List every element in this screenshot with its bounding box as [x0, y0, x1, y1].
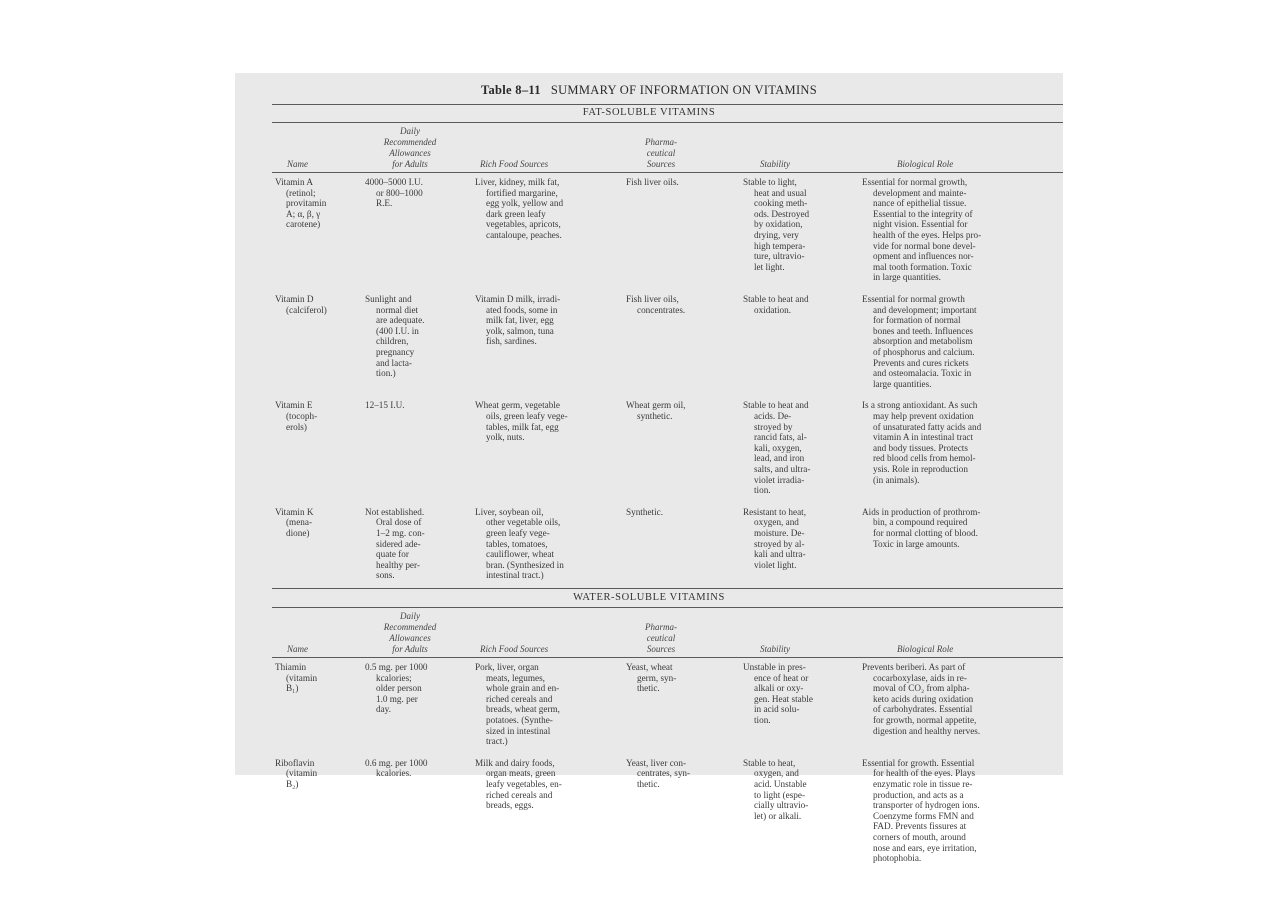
cell-line: moisture. De- [754, 527, 805, 538]
cell-line: kcalories; [376, 672, 412, 683]
cell-line: vide for normal bone devel- [873, 240, 976, 251]
cell-line: kali and ultra- [754, 549, 806, 560]
table-cell-role [862, 400, 981, 485]
cell-line: 1.0 mg. per [376, 693, 418, 704]
cell-line: Sunlight and [365, 294, 412, 304]
cell-line: for normal clotting of blood. [873, 527, 978, 538]
cell-line: egg yolk, yellow and [486, 198, 564, 209]
table-cell-stability [743, 177, 809, 272]
cell-line: Vitamin A [275, 177, 313, 187]
cell-line: kcalories. [376, 768, 412, 779]
cell-line: absorption and metabolism [873, 336, 973, 347]
cell-line: ture, ultravio- [754, 251, 805, 262]
cell-line: oxidation. [754, 304, 792, 315]
cell-line: transporter of hydrogen ions. [873, 800, 980, 811]
table-number: Table 8–11 [480, 83, 541, 97]
cell-line: centrates, syn- [637, 768, 691, 779]
cell-line: rancid fats, al- [754, 432, 807, 443]
column-header-line: for Adults [392, 644, 428, 654]
column-header: Rich Food Sources [480, 159, 549, 169]
cell-line: Vitamin D milk, irradi- [475, 294, 561, 304]
cell-line: day. [376, 704, 391, 715]
cell-line: photophobia. [873, 853, 922, 864]
cell-line: Wheat germ, vegetable [475, 400, 560, 411]
cell-line: riched cereals and [486, 789, 553, 800]
table-cell-role [862, 507, 980, 549]
cell-line: fortified margarine, [486, 187, 558, 198]
table-cell-allowance [365, 294, 424, 379]
cell-line: for growth, normal appetite, [873, 714, 977, 725]
cell-line: ence of heat or [754, 672, 809, 683]
cell-line: normal diet [376, 304, 419, 315]
column-header-line: Sources [646, 159, 676, 169]
cell-line: (mena- [286, 517, 313, 528]
table-rule [272, 607, 1063, 608]
cell-line: stroyed by al- [754, 538, 805, 549]
column-header-line: Recommended [383, 622, 437, 632]
cell-line: cauliflower, wheat [486, 549, 554, 560]
cell-line: let) or alkali. [754, 810, 802, 821]
cell-line: and osteomalacia. Toxic in [873, 368, 972, 379]
cell-line: Oral dose of [376, 517, 422, 528]
cell-line: FAD. Prevents fissures at [873, 821, 967, 832]
table-rule [272, 172, 1063, 173]
cell-line: (tocoph- [286, 410, 318, 421]
table-cell-sources [475, 294, 560, 347]
cell-line: tract.) [486, 736, 508, 747]
table-rule [272, 122, 1063, 123]
cell-line: meats, legumes, [486, 672, 545, 683]
cell-line: moval of CO₂ from alpha- [873, 683, 970, 694]
column-header-line: Allowances [389, 148, 431, 158]
cell-line: may help prevent oxidation [873, 410, 974, 421]
cell-line: (vitamin [286, 768, 318, 779]
cell-line: Yeast, wheat [626, 662, 673, 672]
cell-line: Essential for growth. Essential [862, 757, 975, 768]
cell-line: ods. Destroyed [754, 208, 810, 219]
table-cell-pharma [626, 177, 679, 188]
cell-line: in acid solu- [754, 704, 800, 715]
table-title-text: SUMMARY OF INFORMATION ON VITAMINS [550, 83, 818, 97]
cell-line: development and mainte- [873, 187, 967, 198]
cell-line: Vitamin D [275, 294, 314, 304]
cell-line: tables, milk fat, egg [486, 421, 559, 432]
cell-line: Prevents beriberi. As part of [862, 662, 966, 672]
cell-line: Is a strong antioxidant. As such [862, 400, 978, 411]
cell-line: Fish liver oils, [626, 294, 679, 304]
table-cell-name [275, 400, 317, 432]
column-header-line: for Adults [392, 159, 428, 169]
cell-line: Essential for normal growth [862, 294, 965, 304]
cell-line: (400 I.U. in [376, 325, 419, 336]
column-header: Name [287, 644, 308, 654]
section-heading: WATER-SOLUBLE VITAMINS [573, 592, 725, 603]
table-cell-pharma [626, 400, 685, 421]
column-header: Biological Role [897, 159, 954, 169]
table-cell-sources [475, 662, 560, 747]
table-cell-stability [743, 758, 808, 822]
table-cell-role [862, 758, 980, 864]
cell-line: yolk, nuts. [486, 432, 525, 443]
cell-line: kali, oxygen, [754, 442, 802, 453]
cell-line: breads, eggs. [486, 800, 534, 811]
cell-line: production, and acts as a [873, 789, 964, 800]
cell-line: acid. Unstable [754, 778, 807, 789]
cell-line: 1–2 mg. con- [376, 527, 425, 538]
cell-line: leafy vegetables, en- [486, 778, 562, 789]
cell-line: provitamin [286, 198, 327, 209]
table-cell-allowance [365, 177, 423, 209]
cell-line: cantaloupe, peaches. [486, 229, 562, 240]
table-cell-pharma [626, 662, 676, 694]
cell-line: and body tissues. Protects [873, 442, 968, 453]
cell-line: oils, green leafy vege- [486, 410, 568, 421]
cell-line: digestion and healthy nerves. [873, 725, 981, 736]
cell-line: tion. [754, 714, 771, 725]
cell-line: breads, wheat germ, [486, 704, 560, 715]
cell-line: riched cereals and [486, 693, 553, 704]
cell-line: let light. [754, 261, 785, 272]
cell-line: large quantities. [873, 378, 932, 389]
cell-line: bones and teeth. Influences [873, 325, 974, 336]
table-cell-pharma [626, 507, 663, 518]
cell-line: Essential to the integrity of [873, 208, 973, 219]
cell-line: 0.5 mg. per 1000 [365, 662, 428, 672]
column-header-line: Pharma- [645, 137, 677, 147]
cell-line: of carbohydrates. Essential [873, 704, 973, 715]
cell-line: heat and usual [754, 187, 807, 198]
cell-line: sized in intestinal [486, 725, 551, 736]
cell-line: Stable to heat, [743, 757, 796, 768]
cell-line: Wheat germ oil, [626, 400, 686, 411]
table-cell-allowance [365, 662, 428, 715]
column-header-line: Daily [400, 126, 420, 136]
cell-line: other vegetable oils, [486, 517, 561, 528]
cell-line: (retinol; [286, 187, 316, 198]
cell-line: Prevents and cures rickets [873, 357, 969, 368]
cell-line: of phosphorus and calcium. [873, 346, 975, 357]
cell-line: stroyed by [754, 421, 793, 432]
cell-line: (vitamin [286, 672, 318, 683]
table-cell-stability [743, 294, 809, 315]
cell-line: oxygen, and [754, 768, 799, 779]
cell-line: Stable to light, [743, 177, 797, 187]
cell-line: erols) [286, 421, 307, 432]
cell-line: cocarboxylase, aids in re- [873, 672, 967, 683]
table-cell-sources [475, 177, 563, 241]
cell-line: gen. Heat stable [754, 693, 813, 704]
cell-line: Stable to heat and [743, 294, 809, 304]
cell-line: 0.6 mg. per 1000 [365, 757, 428, 768]
cell-line: R.E. [376, 198, 393, 209]
cell-line: tion. [754, 485, 771, 496]
cell-line: Coenzyme forms FMN and [873, 810, 974, 821]
table-cell-role [862, 294, 977, 389]
table-cell-name [275, 294, 327, 315]
cell-line: Toxic in large amounts. [873, 538, 960, 549]
cell-line: Yeast, liver con- [626, 757, 687, 768]
cell-line: or 800–1000 [376, 187, 423, 198]
table-rule [272, 657, 1063, 658]
table-cell-name [275, 507, 314, 539]
cell-line: for health of the eyes. Plays [873, 768, 976, 779]
cell-line: tables, tomatoes, [486, 538, 548, 549]
column-header-line: Pharma- [645, 622, 677, 632]
cell-line: Liver, kidney, milk fat, [475, 177, 560, 187]
column-header: Stability [760, 159, 790, 169]
cell-line: to light (espe- [754, 789, 806, 800]
table-cell-allowance [365, 400, 405, 411]
section-heading: FAT-SOLUBLE VITAMINS [582, 107, 716, 118]
cell-line: opment and influences nor- [873, 251, 974, 262]
table-cell-sources [475, 507, 564, 581]
cell-line: keto acids during oxidation [873, 693, 974, 704]
cell-line: cially ultravio- [754, 800, 809, 811]
cell-line: bin, a compound required [873, 517, 968, 528]
cell-line: potatoes. (Synthe- [486, 714, 553, 725]
cell-line: Liver, soybean oil, [475, 506, 544, 517]
cell-line: carotene) [286, 219, 321, 230]
table-cell-name [275, 177, 326, 230]
column-header-line: Recommended [383, 137, 437, 147]
table-cell-stability [743, 507, 806, 571]
cell-line: ysis. Role in reproduction [873, 463, 968, 474]
cell-line: Pork, liver, organ [475, 662, 539, 672]
cell-line: yolk, salmon, tuna [486, 325, 554, 336]
column-header-line: Daily [400, 611, 420, 621]
column-header: Name [287, 159, 308, 169]
table-cell-role [862, 662, 980, 736]
cell-line: thetic. [637, 683, 660, 694]
cell-line: enzymatic role in tissue re- [873, 778, 973, 789]
table-cell-pharma [626, 758, 690, 790]
cell-line: A; α, β, γ [286, 208, 321, 219]
cell-line: Fish liver oils. [626, 177, 679, 187]
cell-line: Not established. [365, 506, 425, 517]
column-header-line: ceutical [646, 148, 676, 158]
cell-line: Aids in production of prothrom- [862, 506, 981, 517]
cell-line: oxygen, and [754, 517, 799, 528]
cell-line: mal tooth formation. Toxic [873, 261, 972, 272]
cell-line: health of the eyes. Helps pro- [873, 229, 982, 240]
cell-line: healthy per- [376, 559, 420, 570]
cell-line: violet irradia- [754, 474, 805, 485]
cell-line: synthetic. [637, 410, 673, 421]
column-header: Stability [760, 644, 790, 654]
table-cell-stability [743, 662, 813, 726]
cell-line: B₁) [286, 683, 299, 694]
cell-line: Resistant to heat, [743, 506, 807, 517]
cell-line: of unsaturated fatty acids and [873, 421, 982, 432]
cell-line: Thiamin [275, 662, 307, 672]
cell-line: sons. [376, 570, 395, 581]
table-cell-pharma [626, 294, 685, 315]
cell-line: nose and ears, eye irritation, [873, 842, 977, 853]
cell-line: by oxidation, [754, 219, 803, 230]
table-rule [272, 588, 1063, 589]
cell-line: lead, and iron [754, 453, 805, 464]
cell-line: dione) [286, 527, 310, 538]
column-header: Biological Role [897, 644, 954, 654]
cell-line: are adequate. [376, 315, 425, 326]
cell-line: milk fat, liver, egg [486, 315, 554, 326]
table-title [235, 83, 1063, 98]
cell-line: germ, syn- [637, 672, 677, 683]
cell-line: organ meats, green [486, 768, 556, 779]
cell-line: (calciferol) [286, 304, 327, 315]
cell-line: children, [376, 336, 409, 347]
cell-line: acids. De- [754, 410, 792, 421]
table-cell-name [275, 758, 317, 790]
cell-line: drying, very [754, 229, 799, 240]
cell-line: alkali or oxy- [754, 683, 804, 694]
scanned-page [235, 73, 1063, 864]
table-cell-sources [475, 400, 568, 442]
cell-line: Milk and dairy foods, [475, 757, 555, 768]
cell-line: high tempera- [754, 240, 806, 251]
cell-line: salts, and ultra- [754, 463, 811, 474]
cell-line: vitamin A in intestinal tract [873, 432, 974, 443]
cell-line: nance of epithelial tissue. [873, 198, 967, 209]
cell-line: sidered ade- [376, 538, 421, 549]
table-cell-allowance [365, 758, 428, 779]
cell-line: vegetables, apricots, [486, 219, 561, 230]
cell-line: B₂) [286, 778, 299, 789]
table-cell-allowance [365, 507, 425, 581]
cell-line: ated foods, some in [486, 304, 558, 315]
cell-line: Vitamin E [275, 400, 313, 411]
cell-line: Vitamin K [275, 506, 314, 517]
cell-line: quate for [376, 549, 409, 560]
cell-line: bran. (Synthesized in [486, 559, 564, 570]
cell-line: thetic. [637, 778, 660, 789]
cell-line: green leafy vege- [486, 527, 550, 538]
cell-line: for formation of normal [873, 315, 961, 326]
cell-line: red blood cells from hemol- [873, 453, 976, 464]
table-cell-stability [743, 400, 810, 495]
cell-line: pregnancy [376, 346, 415, 357]
cell-line: tion.) [376, 368, 396, 379]
cell-line: Synthetic. [626, 506, 664, 517]
cell-line: 4000–5000 I.U. [365, 177, 423, 187]
cell-line: cooking meth- [754, 198, 808, 209]
cell-line: Riboflavin [275, 757, 315, 768]
title-rule [272, 104, 1063, 105]
cell-line: Essential for normal growth, [862, 177, 968, 187]
cell-line: and development; important [873, 304, 977, 315]
cell-line: concentrates. [637, 304, 686, 315]
cell-line: fish, sardines. [486, 336, 537, 347]
column-header-line: ceutical [646, 633, 676, 643]
column-header-line: Sources [646, 644, 676, 654]
cell-line: older person [376, 683, 422, 694]
cell-line: and lacta- [376, 357, 412, 368]
table-cell-role [862, 177, 981, 283]
table-cell-sources [475, 758, 562, 811]
cell-line: night vision. Essential for [873, 219, 968, 230]
table-cell-name [275, 662, 317, 694]
cell-line: whole grain and en- [486, 683, 560, 694]
cell-line: violet light. [754, 559, 797, 570]
cell-line: in large quantities. [873, 272, 941, 283]
cell-line: Stable to heat and [743, 400, 809, 411]
cell-line: dark green leafy [486, 208, 546, 219]
cell-line: intestinal tract.) [486, 570, 544, 581]
cell-line: corners of mouth, around [873, 831, 966, 842]
cell-line: 12–15 I.U. [365, 400, 405, 411]
column-header: Rich Food Sources [480, 644, 549, 654]
cell-line: (in animals). [873, 474, 920, 485]
column-header-line: Allowances [389, 633, 431, 643]
cell-line: Unstable in pres- [743, 662, 806, 672]
